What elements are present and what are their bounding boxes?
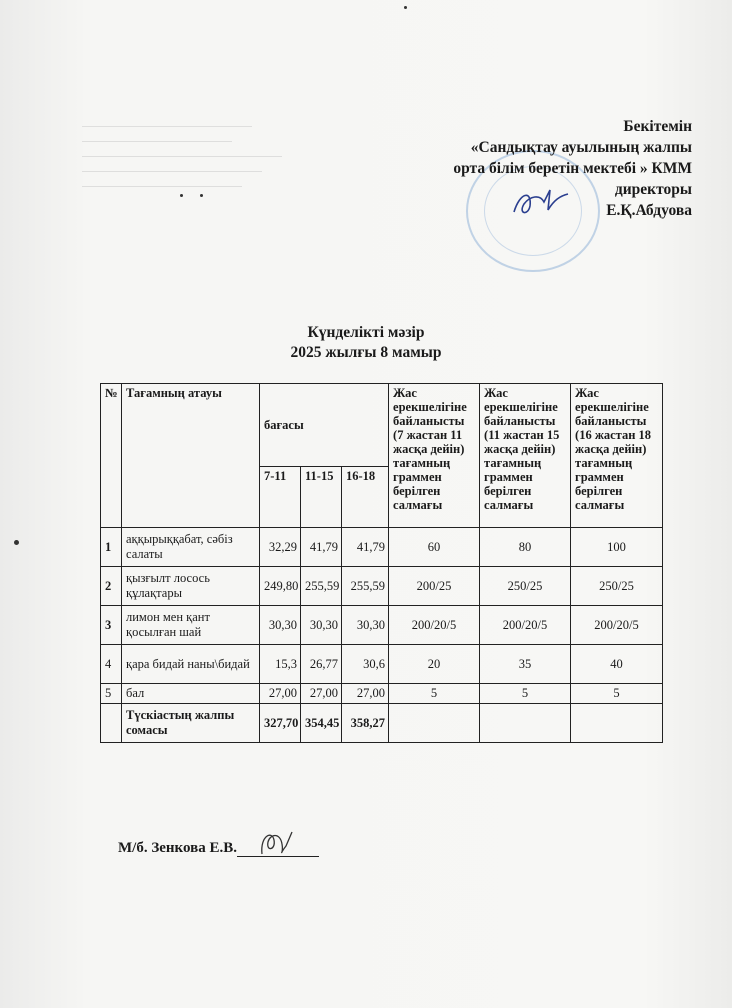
- row-weight-7-11: 60: [389, 528, 480, 567]
- header-name: Тағамның атауы: [122, 384, 260, 528]
- total-empty: [480, 704, 571, 743]
- header-price: бағасы: [260, 384, 389, 467]
- total-price-16-18: 358,27: [342, 704, 389, 743]
- row-price-7-11: 32,29: [260, 528, 301, 567]
- accountant-signature: [256, 826, 296, 860]
- approval-line: директоры: [614, 181, 692, 198]
- row-num: 2: [101, 567, 122, 606]
- row-price-11-15: 30,30: [301, 606, 342, 645]
- table-total-row: [101, 704, 663, 743]
- row-name: бал: [122, 684, 260, 704]
- menu-title: Күнделікті мәзір: [307, 324, 425, 341]
- approval-line: Е.Қ.Абдуова: [606, 202, 692, 219]
- row-weight-7-11: 20: [389, 645, 480, 684]
- header-age-11-15: Жас ерекшелігіне байланысты (11 жастан 15 жасқа дейін) тағамның граммен берілген салмағы: [480, 384, 571, 528]
- row-weight-11-15: 5: [480, 684, 571, 704]
- row-weight-11-15: 80: [480, 528, 571, 567]
- speck: [14, 540, 19, 545]
- total-price-7-11: 327,70: [260, 704, 301, 743]
- row-price-16-18: 30,30: [342, 606, 389, 645]
- row-price-7-11: 30,30: [260, 606, 301, 645]
- row-weight-16-18: 5: [571, 684, 663, 704]
- row-name: аққырыққабат, сәбіз салаты: [122, 528, 260, 567]
- approval-line: орта білім беретін мектебі » КММ: [453, 160, 692, 177]
- row-price-11-15: 27,00: [301, 684, 342, 704]
- header-num: №: [101, 384, 122, 528]
- subheader-11-15: 11-15: [301, 467, 342, 528]
- header-age-7-11: Жас ерекшелігіне байланысты (7 жастан 11 жасқа дейін) тағамның граммен берілген салмағы: [389, 384, 480, 528]
- row-num: 1: [101, 528, 122, 567]
- row-name: қара бидай наны\бидай: [122, 645, 260, 684]
- total-num-empty: [101, 704, 122, 743]
- menu-date: 2025 жылғы 8 мамыр: [290, 344, 442, 361]
- row-num: 4: [101, 645, 122, 684]
- row-weight-16-18: 40: [571, 645, 663, 684]
- total-empty: [571, 704, 663, 743]
- row-weight-16-18: 200/20/5: [571, 606, 663, 645]
- subheader-7-11: 7-11: [260, 467, 301, 528]
- approval-line: «Сандықтау ауылының жалпы: [470, 139, 692, 156]
- speck: [200, 194, 203, 197]
- row-weight-7-11: 5: [389, 684, 480, 704]
- subheader-16-18: 16-18: [342, 467, 389, 528]
- bleed-through-block: [82, 112, 272, 202]
- row-price-11-15: 41,79: [301, 528, 342, 567]
- row-weight-7-11: 200/25: [389, 567, 480, 606]
- row-name: лимон мен қант қосылған шай: [122, 606, 260, 645]
- row-name: қызғылт лосось құлақтары: [122, 567, 260, 606]
- total-price-11-15: 354,45: [301, 704, 342, 743]
- row-price-11-15: 26,77: [301, 645, 342, 684]
- row-price-7-11: 15,3: [260, 645, 301, 684]
- table-row: [101, 684, 663, 704]
- row-weight-11-15: 200/20/5: [480, 606, 571, 645]
- row-num: 5: [101, 684, 122, 704]
- table-row: [101, 606, 663, 645]
- row-price-16-18: 255,59: [342, 567, 389, 606]
- approval-line: Бекітемін: [623, 118, 692, 135]
- row-weight-11-15: 35: [480, 645, 571, 684]
- speck: [180, 194, 183, 197]
- row-price-7-11: 27,00: [260, 684, 301, 704]
- row-weight-7-11: 200/20/5: [389, 606, 480, 645]
- header-age-16-18: Жас ерекшелігіне байланысты (16 жастан 18 жасқа дейін) тағамның граммен берілген салмағы: [571, 384, 663, 528]
- speck: [404, 6, 407, 9]
- table-row: [101, 528, 663, 567]
- approval-block: [362, 116, 692, 221]
- row-price-16-18: 27,00: [342, 684, 389, 704]
- row-price-16-18: 30,6: [342, 645, 389, 684]
- footer-text: М/б. Зенкова Е.В.: [118, 840, 237, 856]
- row-price-7-11: 249,80: [260, 567, 301, 606]
- row-weight-16-18: 100: [571, 528, 663, 567]
- row-weight-16-18: 250/25: [571, 567, 663, 606]
- table-row: [101, 567, 663, 606]
- row-weight-11-15: 250/25: [480, 567, 571, 606]
- total-label: Түскіастың жалпы сомасы: [122, 704, 260, 743]
- total-empty: [389, 704, 480, 743]
- row-price-16-18: 41,79: [342, 528, 389, 567]
- table-row: [101, 645, 663, 684]
- row-price-11-15: 255,59: [301, 567, 342, 606]
- menu-table: [100, 383, 663, 743]
- row-num: 3: [101, 606, 122, 645]
